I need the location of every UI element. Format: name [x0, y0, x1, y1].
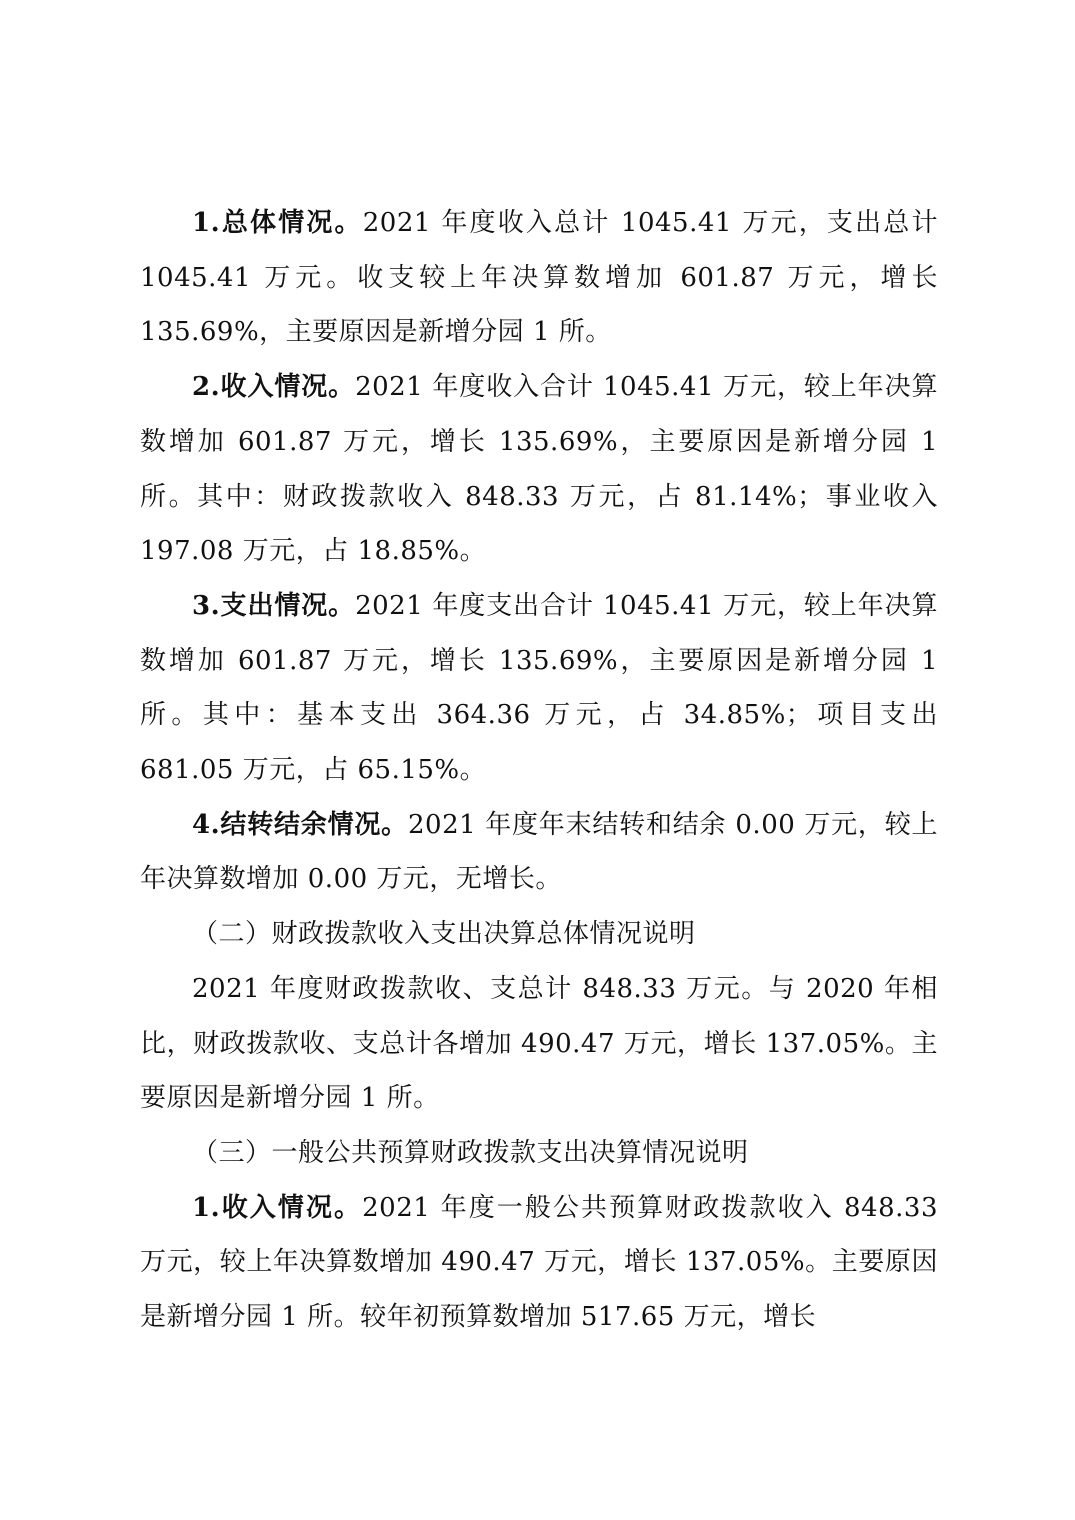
- paragraph-text: 2021 年度收入总计 1045.41 万元，支出总计 1045.41 万元。收支较上年决算数增加 601.87 万元，增长 135.69%，主要原因是新增分园 1 所。: [140, 208, 938, 348]
- paragraph-expenditure: [140, 579, 938, 798]
- paragraph-lead: 1.收入情况。: [192, 1192, 363, 1223]
- paragraph-fiscal-allocation: 2021 年度财政拨款收、支总计 848.33 万元。与 2020 年相比，财政拨款收、支总计各增加 490.47 万元，增长 137.05%。主要原因是新增分园 1 所。: [140, 973, 938, 1114]
- paragraph-income: [140, 360, 938, 579]
- paragraph-lead: 3.支出情况。: [192, 590, 356, 621]
- section-heading-3: （三）一般公共预算财政拨款支出决算情况说明: [192, 1137, 749, 1168]
- paragraph-text: 2021 年度一般公共预算财政拨款收入 848.33 万元，较上年决算数增加 490.47 万元，增长 137.05%。主要原因是新增分园 1 所。较年初预算数增加 517.65 万元，增长: [140, 1192, 938, 1333]
- paragraph-general-budget-income: [140, 1181, 938, 1345]
- paragraph-carryover: [140, 798, 938, 907]
- document-page: [140, 196, 938, 1345]
- paragraph-lead: 4.结转结余情况。: [192, 809, 408, 840]
- section-heading-2: （二）财政拨款收入支出决算总体情况说明: [192, 919, 696, 950]
- paragraph-text: 2021 年度支出合计 1045.41 万元，较上年决算数增加 601.87 万元，增长 135.69%，主要原因是新增分园 1 所。其中：基本支出 364.36 万元，占 34.85%；项目支出 681.05 万元，占 65.15%。: [140, 590, 938, 786]
- paragraph-lead: 2.收入情况。: [192, 372, 356, 403]
- paragraph-text: 2021 年度收入合计 1045.41 万元，较上年决算数增加 601.87 万元，增长 135.69%，主要原因是新增分园 1 所。其中：财政拨款收入 848.33 万元，占 81.14%；事业收入 197.08 万元，占 18.85%。: [140, 372, 938, 567]
- paragraph-text: 2021 年度年末结转和结余 0.00 万元，较上年决算数增加 0.00 万元，无增长。: [140, 809, 938, 895]
- paragraph-lead: 1.总体情况。: [192, 208, 363, 238]
- paragraph-overall: [140, 196, 938, 360]
